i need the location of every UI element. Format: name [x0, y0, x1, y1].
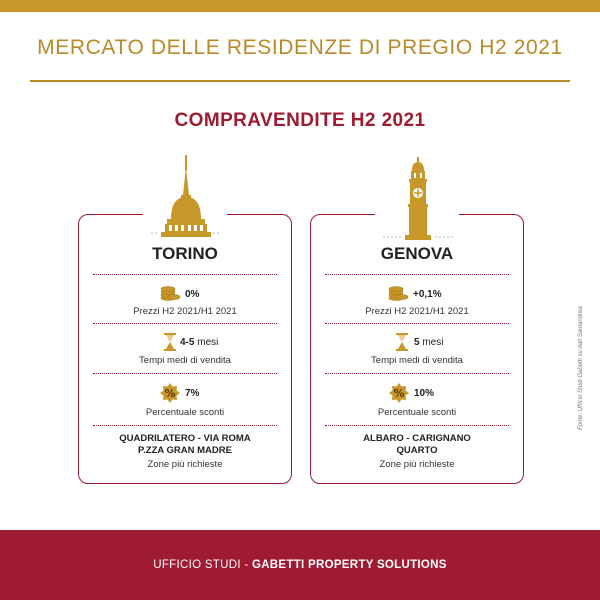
zone-name-line1: QUADRILATERO - VIA ROMA — [119, 433, 251, 444]
dotted-divider — [325, 373, 509, 374]
sale-time-value: 4-5 mesi — [180, 337, 219, 348]
sale-time-label: Tempi medi di vendita — [139, 355, 231, 366]
coins-icon — [159, 284, 181, 302]
discount-label: Percentuale sconti — [377, 407, 457, 418]
discount-value: 7% — [185, 388, 200, 399]
svg-text:%: % — [164, 387, 176, 400]
price-change-label: Prezzi H2 2021/H1 2021 — [133, 306, 237, 317]
zone-name-line2: P.ZZA GRAN MADRE — [138, 445, 232, 456]
city-name: TORINO — [152, 244, 218, 263]
hourglass-icon — [395, 333, 409, 351]
lanterna-genova-icon — [383, 157, 453, 247]
section-subtitle: COMPRAVENDITE H2 2021 — [174, 110, 426, 131]
zones-label: Zone più richieste — [379, 459, 455, 470]
dotted-divider — [325, 274, 509, 275]
dotted-divider — [93, 425, 277, 426]
coins-icon — [387, 284, 409, 302]
discount-percent-icon — [160, 383, 180, 403]
sale-time-label: Tempi medi di vendita — [371, 355, 463, 366]
city-card-torino — [78, 214, 292, 484]
city-card-genova — [310, 214, 524, 484]
top-accent-bar — [0, 0, 600, 12]
title-divider — [30, 80, 570, 82]
dotted-divider — [325, 323, 509, 324]
discount-percent-icon — [389, 383, 409, 403]
zone-name-line2: QUARTO — [396, 445, 438, 456]
svg-text:%: % — [393, 387, 405, 400]
price-change-value: +0,1% — [413, 289, 442, 300]
page-title: MERCATO DELLE RESIDENZE DI PREGIO H2 2021 — [37, 36, 563, 59]
footer-bar — [0, 530, 600, 600]
dotted-divider — [93, 323, 277, 324]
sale-time-value: 5 mesi — [414, 337, 444, 348]
discount-label: Percentuale sconti — [145, 407, 225, 418]
zones-label: Zone più richieste — [147, 459, 223, 470]
footer-text: UFFICIO STUDI - GABETTI PROPERTY SOLUTIONS — [153, 559, 447, 571]
discount-value: 10% — [414, 388, 435, 399]
price-change-value: 0% — [185, 289, 200, 300]
hourglass-icon — [163, 333, 177, 351]
city-name: GENOVA — [380, 244, 454, 263]
zone-name-line1: ALBARO - CARIGNANO — [363, 433, 471, 444]
mole-antonelliana-icon — [151, 155, 221, 245]
dotted-divider — [325, 425, 509, 426]
dotted-divider — [93, 373, 277, 374]
price-change-label: Prezzi H2 2021/H1 2021 — [365, 306, 469, 317]
dotted-divider — [93, 274, 277, 275]
source-note: Fonte: Ufficio Studi Gabetti su dati Santandrea — [578, 306, 584, 430]
